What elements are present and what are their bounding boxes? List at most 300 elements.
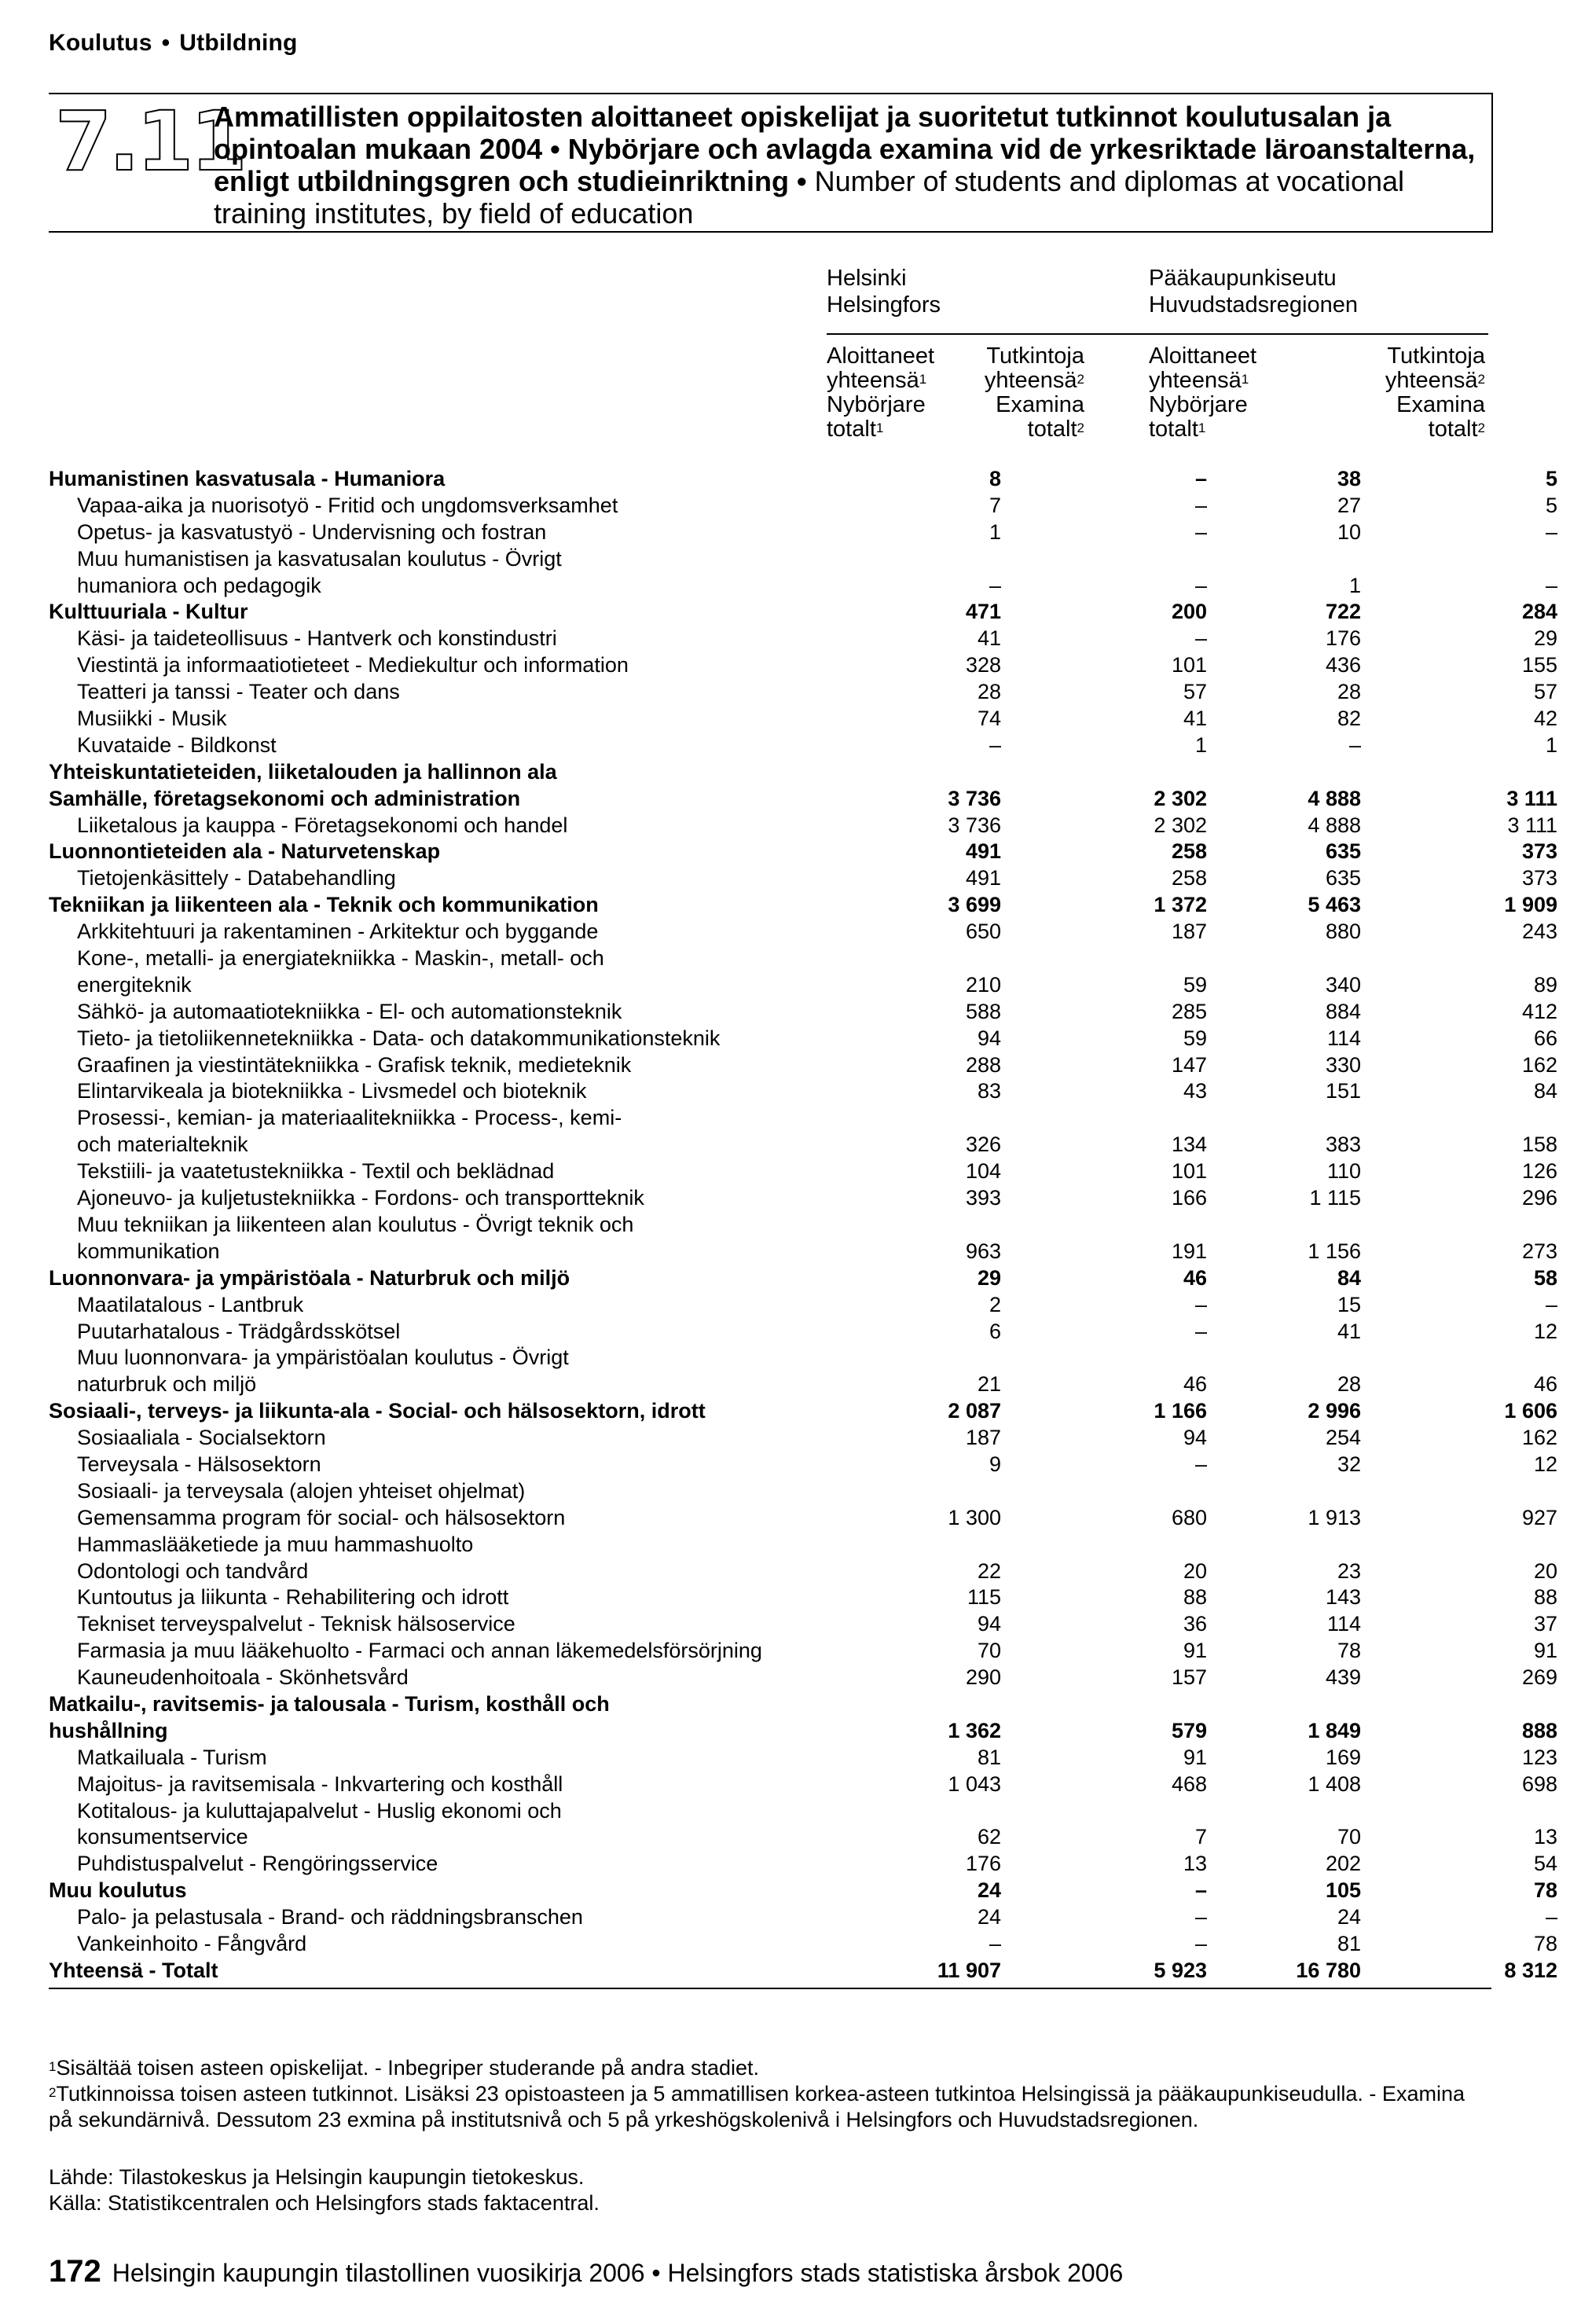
cell-value: 28	[1337, 1372, 1361, 1397]
cell-value: –	[1545, 1905, 1557, 1929]
cell-value: 91	[1183, 1745, 1207, 1769]
cell-value: 126	[1521, 1159, 1557, 1184]
cell-value: 5 463	[1308, 893, 1361, 917]
table-row	[49, 1611, 1557, 1638]
table-row	[49, 1185, 1557, 1212]
row-label: Kotitalous- ja kuluttajapalvelut - Huslig ekonomi och	[77, 1798, 562, 1823]
table-row	[49, 1319, 1557, 1346]
row-label: Gemensamma program för social- och hälsosektorn	[77, 1505, 566, 1529]
row-label: Puutarhatalous - Trädgårdsskötsel	[77, 1319, 401, 1343]
table-row	[49, 1559, 1557, 1585]
table-row	[49, 865, 1557, 892]
row-label: Maatilatalous - Lantbruk	[77, 1292, 304, 1316]
cell-value: 2 302	[1154, 813, 1207, 837]
cell-value: 1 300	[948, 1505, 1001, 1529]
cell-value: 200	[1171, 600, 1207, 624]
cell-value: 10	[1337, 520, 1361, 544]
table-row	[49, 1851, 1557, 1878]
cell-value: 123	[1521, 1745, 1557, 1769]
row-label: Sosiaali- ja terveysala (alojen yhteiset ohjelmat)	[77, 1478, 526, 1503]
cell-value: –	[1194, 626, 1207, 651]
cell-value: 296	[1521, 1186, 1557, 1210]
row-label: Liiketalous ja kauppa - Företagsekonomi och handel	[77, 813, 568, 837]
cell-value: 157	[1171, 1665, 1207, 1690]
cell-value: 1 913	[1308, 1505, 1361, 1529]
cell-value: 78	[1533, 1878, 1557, 1903]
cell-value: 2 302	[1154, 786, 1207, 810]
row-label: Luonnontieteiden ala - Naturvetenskap	[49, 839, 441, 864]
row-label: Muu tekniikan ja liikenteen alan koulutus - Övrigt teknik och	[77, 1212, 634, 1236]
cell-value: 27	[1337, 493, 1361, 517]
cell-value: 84	[1533, 1079, 1557, 1103]
cell-value: 16 780	[1296, 1958, 1361, 1982]
cell-value: 6	[989, 1319, 1001, 1343]
table-row	[49, 1052, 1557, 1079]
table-row	[49, 626, 1557, 652]
cell-value: 62	[977, 1825, 1001, 1849]
table-row	[49, 1824, 1557, 1851]
cell-value: 1 372	[1154, 893, 1207, 917]
cell-value: 8	[989, 467, 1001, 490]
row-label: Ajoneuvo- ja kuljetustekniikka - Fordons- och transportteknik	[77, 1186, 644, 1210]
cell-value: 38	[1337, 467, 1361, 490]
cell-value: 41	[977, 626, 1001, 651]
cell-value: 81	[977, 1745, 1001, 1769]
table-row	[49, 972, 1557, 999]
table-row	[49, 786, 1557, 813]
cell-value: –	[1348, 732, 1361, 757]
cell-value: 373	[1521, 839, 1557, 864]
row-label: Tieto- ja tietoliikennetekniikka - Data- och datakommunikationsteknik	[77, 1026, 721, 1050]
table-row	[49, 679, 1557, 706]
cell-value: 46	[1183, 1372, 1207, 1397]
cell-value: 285	[1171, 999, 1207, 1023]
cell-value: 94	[1183, 1426, 1207, 1450]
row-label: Kauneudenhoitoala - Skönhetsvård	[77, 1665, 409, 1690]
cell-value: 105	[1325, 1878, 1361, 1903]
cell-value: 20	[1183, 1559, 1207, 1583]
cell-value: 2 996	[1308, 1399, 1361, 1423]
cell-value: 1 408	[1308, 1771, 1361, 1796]
cell-value: 46	[1533, 1372, 1557, 1397]
cell-value: 963	[965, 1239, 1001, 1263]
row-label: Sosiaali-, terveys- ja liikunta-ala - Social- och hälsosektorn, idrott	[49, 1399, 706, 1423]
table-row	[49, 1771, 1557, 1798]
group-region-fi: Pääkaupunkiseutu	[1149, 266, 1337, 291]
cell-value: 166	[1171, 1186, 1207, 1210]
cell-value: 8 312	[1504, 1958, 1557, 1982]
table-bottom-rule	[49, 1988, 1491, 1989]
cell-value: 1 166	[1154, 1399, 1207, 1423]
table-row	[49, 892, 1557, 919]
group-header-helsinki	[827, 265, 941, 318]
cell-value: 650	[965, 920, 1001, 944]
cell-value: –	[989, 732, 1001, 757]
cell-value: –	[1545, 1292, 1557, 1316]
row-label: Samhälle, företagsekonomi och administration	[49, 786, 521, 810]
table-row	[49, 466, 1557, 493]
row-label: Kuntoutus ja liikunta - Rehabilitering och idrott	[77, 1585, 509, 1610]
footnote-1: $^1$Sisältää toisen asteen opiskelijat. - Inbegriper studerande på andra stadiet.	[49, 2056, 760, 2080]
cell-value: 24	[977, 1878, 1001, 1903]
cell-value: 41	[1337, 1319, 1361, 1343]
col-head-helsinki-started: Aloittaneet yhteensä$^1$ Nybörjare totalt$^1$	[827, 343, 935, 442]
cell-value: 78	[1337, 1639, 1361, 1663]
cell-value: 94	[977, 1612, 1001, 1636]
row-label: Käsi- ja taideteollisuus - Hantverk och konstindustri	[77, 626, 557, 651]
table-row	[49, 1638, 1557, 1665]
row-label: Teatteri ja tanssi - Teater och dans	[77, 680, 400, 704]
group-helsinki-sv: Helsingfors	[827, 292, 941, 318]
cell-value: –	[1194, 493, 1207, 517]
row-label: konsumentservice	[77, 1825, 248, 1849]
cell-value: 579	[1171, 1718, 1207, 1742]
sources	[49, 2164, 600, 2216]
cell-value: 722	[1325, 600, 1361, 624]
data-table	[49, 466, 1557, 1984]
cell-value: 9	[989, 1452, 1001, 1476]
table-row	[49, 652, 1557, 679]
table-number: 7.11	[55, 94, 244, 189]
cell-value: 1	[1194, 732, 1207, 757]
cell-value: 169	[1325, 1745, 1361, 1769]
row-label: Luonnonvara- ja ympäristöala - Naturbruk och miljö	[49, 1265, 570, 1290]
table-row	[49, 999, 1557, 1026]
cell-value: 36	[1183, 1612, 1207, 1636]
row-label: Tekstiili- ja vaatetustekniikka - Textil och beklädnad	[77, 1159, 555, 1184]
cell-value: 155	[1521, 653, 1557, 677]
cell-value: 176	[965, 1852, 1001, 1876]
cell-value: 471	[965, 600, 1001, 624]
cell-value: –	[1545, 520, 1557, 544]
cell-value: 1 362	[948, 1718, 1001, 1742]
table-row	[49, 1505, 1557, 1532]
row-label: Yhteiskuntatieteiden, liiketalouden ja hallinnon ala	[49, 759, 557, 784]
cell-value: 680	[1171, 1505, 1207, 1529]
cell-value: 151	[1325, 1079, 1361, 1103]
cell-value: 3 111	[1507, 813, 1557, 837]
cell-value: 28	[977, 680, 1001, 704]
cell-value: 202	[1325, 1852, 1361, 1876]
cell-value: 66	[1533, 1026, 1557, 1050]
table-row	[49, 945, 1491, 972]
cell-value: 37	[1533, 1612, 1557, 1636]
cell-value: 4 888	[1308, 786, 1361, 810]
col-head-region-degrees: Tutkintoja yhteensä$^2$ Examina totalt$^2$	[1385, 343, 1485, 442]
cell-value: 1 849	[1308, 1718, 1361, 1742]
cell-value: 70	[977, 1639, 1001, 1663]
cell-value: 393	[965, 1186, 1001, 1210]
table-title-english: Number of students and diplomas at vocational training institutes, by field of education	[214, 165, 1405, 229]
cell-value: 101	[1171, 1159, 1207, 1184]
table-row	[49, 1478, 1491, 1505]
cell-value: 32	[1337, 1452, 1361, 1476]
cell-value: –	[989, 573, 1001, 597]
header-rule	[827, 333, 1488, 335]
row-label: Yhteensä - Totalt	[49, 1958, 218, 1982]
cell-value: 84	[1337, 1265, 1361, 1290]
cell-value: 23	[1337, 1559, 1361, 1583]
cell-value: –	[1194, 1905, 1207, 1929]
cell-value: 110	[1326, 1159, 1361, 1184]
cell-value: 162	[1521, 1052, 1557, 1077]
table-row	[49, 1425, 1557, 1452]
cell-value: 134	[1171, 1133, 1207, 1157]
cell-value: 89	[1533, 972, 1557, 997]
table-row	[49, 1878, 1557, 1904]
cell-value: 15	[1337, 1292, 1361, 1316]
cell-value: 143	[1325, 1585, 1361, 1610]
cell-value: 91	[1533, 1639, 1557, 1663]
cell-value: 1	[1545, 732, 1557, 757]
cell-value: 147	[1171, 1052, 1207, 1077]
cell-value: 83	[977, 1079, 1001, 1103]
table-row	[49, 1132, 1557, 1158]
cell-value: 88	[1533, 1585, 1557, 1610]
cell-value: 5	[1545, 493, 1557, 517]
table-row	[49, 520, 1557, 546]
table-row	[49, 1078, 1557, 1105]
cell-value: 383	[1325, 1133, 1361, 1157]
row-label: Odontologi och tandvård	[77, 1559, 309, 1583]
cell-value: 12	[1533, 1452, 1557, 1476]
cell-value: 258	[1171, 839, 1207, 864]
cell-value: 439	[1325, 1665, 1361, 1690]
cell-value: 888	[1521, 1718, 1557, 1742]
table-row	[49, 1292, 1557, 1319]
group-header-region	[1149, 265, 1358, 318]
cell-value: 88	[1183, 1585, 1207, 1610]
row-label: Graafinen ja viestintätekniikka - Grafisk teknik, medieteknik	[77, 1052, 632, 1077]
cell-value: 328	[965, 653, 1001, 677]
page-footer	[49, 2254, 1123, 2289]
cell-value: 57	[1533, 680, 1557, 704]
table-row	[49, 759, 1491, 786]
cell-value: 1 043	[948, 1771, 1001, 1796]
table-row	[49, 1532, 1491, 1559]
row-label: Tekniikan ja liikenteen ala - Teknik och kommunikation	[49, 893, 599, 917]
cell-value: 284	[1521, 600, 1557, 624]
table-row	[49, 1584, 1557, 1611]
cell-value: –	[989, 1931, 1001, 1955]
group-helsinki-fi: Helsinki	[827, 266, 907, 291]
cell-value: 1 909	[1504, 893, 1557, 917]
cell-value: 4 888	[1308, 813, 1361, 837]
cell-value: 210	[965, 972, 1001, 997]
cell-value: 43	[1183, 1079, 1207, 1103]
cell-value: 46	[1183, 1265, 1207, 1290]
row-label: Kuvataide - Bildkonst	[77, 732, 277, 757]
cell-value: 3 736	[948, 813, 1001, 837]
table-row	[49, 706, 1557, 732]
cell-value: 114	[1326, 1026, 1361, 1050]
cell-value: 58	[1533, 1265, 1557, 1290]
row-label: Palo- ja pelastusala - Brand- och räddningsbranschen	[77, 1905, 583, 1929]
cell-value: 82	[1337, 707, 1361, 731]
cell-value: 54	[1533, 1852, 1557, 1876]
cell-value: 7	[1194, 1825, 1207, 1849]
cell-value: 635	[1325, 866, 1361, 890]
cell-value: 326	[965, 1133, 1001, 1157]
row-label: humaniora och pedagogik	[77, 573, 321, 597]
cell-value: 11 907	[937, 1958, 1001, 1982]
cell-value: 59	[1183, 972, 1207, 997]
cell-value: 2 087	[948, 1399, 1001, 1423]
cell-value: –	[1194, 1292, 1207, 1316]
cell-value: 22	[977, 1559, 1001, 1583]
cell-value: 288	[965, 1052, 1001, 1077]
cell-value: 5	[1545, 467, 1557, 490]
cell-value: 158	[1521, 1133, 1557, 1157]
cell-value: –	[1194, 1452, 1207, 1476]
table-row	[49, 1398, 1557, 1425]
cell-value: –	[1194, 1931, 1207, 1955]
source-sv: Källa: Statistikcentralen och Helsingfors stads faktacentral.	[49, 2191, 600, 2215]
section-separator: •	[161, 30, 171, 56]
cell-value: 13	[1533, 1825, 1557, 1849]
cell-value: –	[1194, 520, 1207, 544]
cell-value: 42	[1533, 707, 1557, 731]
cell-value: –	[1194, 467, 1207, 490]
cell-value: 884	[1325, 999, 1361, 1023]
cell-value: 29	[1533, 626, 1557, 651]
cell-value: 5 923	[1154, 1958, 1207, 1982]
cell-value: 29	[977, 1265, 1001, 1290]
cell-value: 20	[1533, 1559, 1557, 1583]
row-label: Arkkitehtuuri ja rakentaminen - Arkitektur och byggande	[77, 920, 599, 944]
table-row	[49, 1691, 1491, 1718]
table-row	[49, 573, 1557, 600]
cell-value: 191	[1171, 1239, 1207, 1263]
row-label: Viestintä ja informaatiotieteet - Mediekultur och information	[77, 653, 629, 677]
table-row	[49, 1371, 1557, 1398]
table-title	[214, 101, 1479, 229]
cell-value: 101	[1171, 653, 1207, 677]
row-label: Kulttuuriala - Kultur	[49, 600, 248, 624]
cell-value: 468	[1171, 1771, 1207, 1796]
cell-value: 412	[1521, 999, 1557, 1023]
cell-value: 24	[1337, 1905, 1361, 1929]
table-row	[49, 1265, 1557, 1292]
row-label: Terveysala - Hälsosektorn	[77, 1452, 321, 1476]
cell-value: –	[1194, 573, 1207, 597]
group-region-sv: Huvudstadsregionen	[1149, 292, 1359, 318]
cell-value: 12	[1533, 1319, 1557, 1343]
cell-value: 273	[1521, 1239, 1557, 1263]
page-number: 172	[49, 2254, 101, 2289]
cell-value: 1 115	[1309, 1186, 1361, 1210]
row-label: Muu luonnonvara- ja ympäristöalan koulutus - Övrigt	[77, 1346, 569, 1370]
cell-value: 1 606	[1504, 1399, 1557, 1423]
row-label: Matkailuala - Turism	[77, 1745, 267, 1769]
table-row	[49, 1212, 1491, 1239]
row-label: Puhdistuspalvelut - Rengöringsservice	[77, 1852, 438, 1876]
cell-value: 13	[1183, 1852, 1207, 1876]
cell-value: 330	[1325, 1052, 1361, 1077]
table-row	[49, 1745, 1557, 1771]
section-header	[49, 30, 298, 57]
cell-value: 258	[1171, 866, 1207, 890]
cell-value: 3 111	[1506, 786, 1557, 810]
cell-value: 698	[1521, 1771, 1557, 1796]
row-label: Sähkö- ja automaatiotekniikka - El- och automationsteknik	[77, 999, 622, 1023]
section-title-fi: Koulutus	[49, 30, 152, 56]
table-row	[49, 919, 1557, 945]
cell-value: 2	[989, 1292, 1001, 1316]
col-head-helsinki-degrees: Tutkintoja yhteensä$^2$ Examina totalt$^2$	[984, 343, 1084, 442]
cell-value: 24	[977, 1905, 1001, 1929]
row-label: Sosiaaliala - Socialsektorn	[77, 1426, 326, 1450]
table-row	[49, 1345, 1491, 1371]
row-label: energiteknik	[77, 972, 192, 997]
row-label: och materialteknik	[77, 1133, 248, 1157]
cell-value: 7	[989, 493, 1001, 517]
row-label: Kone-, metalli- ja energiatekniikka - Maskin-, metall- och	[77, 946, 604, 971]
cell-value: –	[1545, 573, 1557, 597]
cell-value: 880	[1325, 920, 1361, 944]
table-row	[49, 1798, 1491, 1825]
table-row	[49, 546, 1491, 573]
row-label: Vankeinhoito - Fångvård	[77, 1931, 307, 1955]
row-label: Majoitus- ja ravitsemisala - Inkvartering och kosthåll	[77, 1771, 563, 1796]
col-head-region-started: Aloittaneet yhteensä$^1$ Nybörjare totalt$^1$	[1149, 343, 1257, 442]
cell-value: 57	[1183, 680, 1207, 704]
source-fi: Lähde: Tilastokeskus ja Helsingin kaupungin tietokeskus.	[49, 2165, 585, 2189]
cell-value: 91	[1183, 1639, 1207, 1663]
cell-value: –	[1194, 1319, 1207, 1343]
row-label: Matkailu-, ravitsemis- ja talousala - Turism, kosthåll och	[49, 1691, 610, 1716]
table-title-bold: Ammatillisten oppilaitosten aloittaneet opiskelijat ja suoritetut tutkinnot koulutusalan ja opintoalan mukaan 2004 • Nybörjare och avlagda examina vid de yrkesriktade läroanstalterna, enligt utbildningsgren och studieinriktning •	[214, 101, 1476, 197]
cell-value: 78	[1533, 1931, 1557, 1955]
cell-value: 94	[977, 1026, 1001, 1050]
cell-value: 187	[1171, 920, 1207, 944]
section-title-sv: Utbildning	[179, 30, 298, 56]
row-label: Opetus- ja kasvatustyö - Undervisning och fostran	[77, 520, 547, 544]
footer-text: Helsingin kaupungin tilastollinen vuosikirja 2006 • Helsingfors stads statistiska årsbok 2006	[112, 2259, 1124, 2287]
footnotes	[49, 2055, 1487, 2133]
cell-value: 162	[1521, 1426, 1557, 1450]
cell-value: 81	[1337, 1931, 1361, 1955]
cell-value: 59	[1183, 1026, 1207, 1050]
row-label: Muu koulutus	[49, 1878, 187, 1903]
row-label: Farmasia ja muu lääkehuolto - Farmaci och annan läkemedelsförsörjning	[77, 1639, 762, 1663]
cell-value: 41	[1183, 707, 1207, 731]
table-row	[49, 1718, 1557, 1745]
cell-value: –	[1194, 1878, 1207, 1903]
cell-value: 491	[965, 866, 1001, 890]
table-row	[49, 1239, 1557, 1265]
row-label: Elintarvikeala ja biotekniikka - Livsmedel och bioteknik	[77, 1079, 587, 1103]
table-title-box	[49, 93, 1493, 233]
cell-value: 373	[1521, 866, 1557, 890]
table-row	[49, 599, 1557, 626]
table-row	[49, 839, 1557, 865]
cell-value: 1	[989, 520, 1001, 544]
table-row	[49, 493, 1557, 520]
row-label: Hammaslääketiede ja muu hammashuolto	[77, 1532, 474, 1556]
cell-value: 114	[1326, 1612, 1361, 1636]
cell-value: 3 736	[948, 786, 1001, 810]
table-row	[49, 1665, 1557, 1691]
cell-value: 176	[1325, 626, 1361, 651]
cell-value: 491	[965, 839, 1001, 864]
row-label: Tekniset terveyspalvelut - Teknisk hälsoservice	[77, 1612, 515, 1636]
cell-value: 1	[1348, 573, 1361, 597]
row-label: Vapaa-aika ja nuorisotyö - Fritid och ungdomsverksamhet	[77, 493, 618, 517]
cell-value: 187	[965, 1426, 1001, 1450]
cell-value: 3 699	[948, 893, 1001, 917]
cell-value: 340	[1325, 972, 1361, 997]
